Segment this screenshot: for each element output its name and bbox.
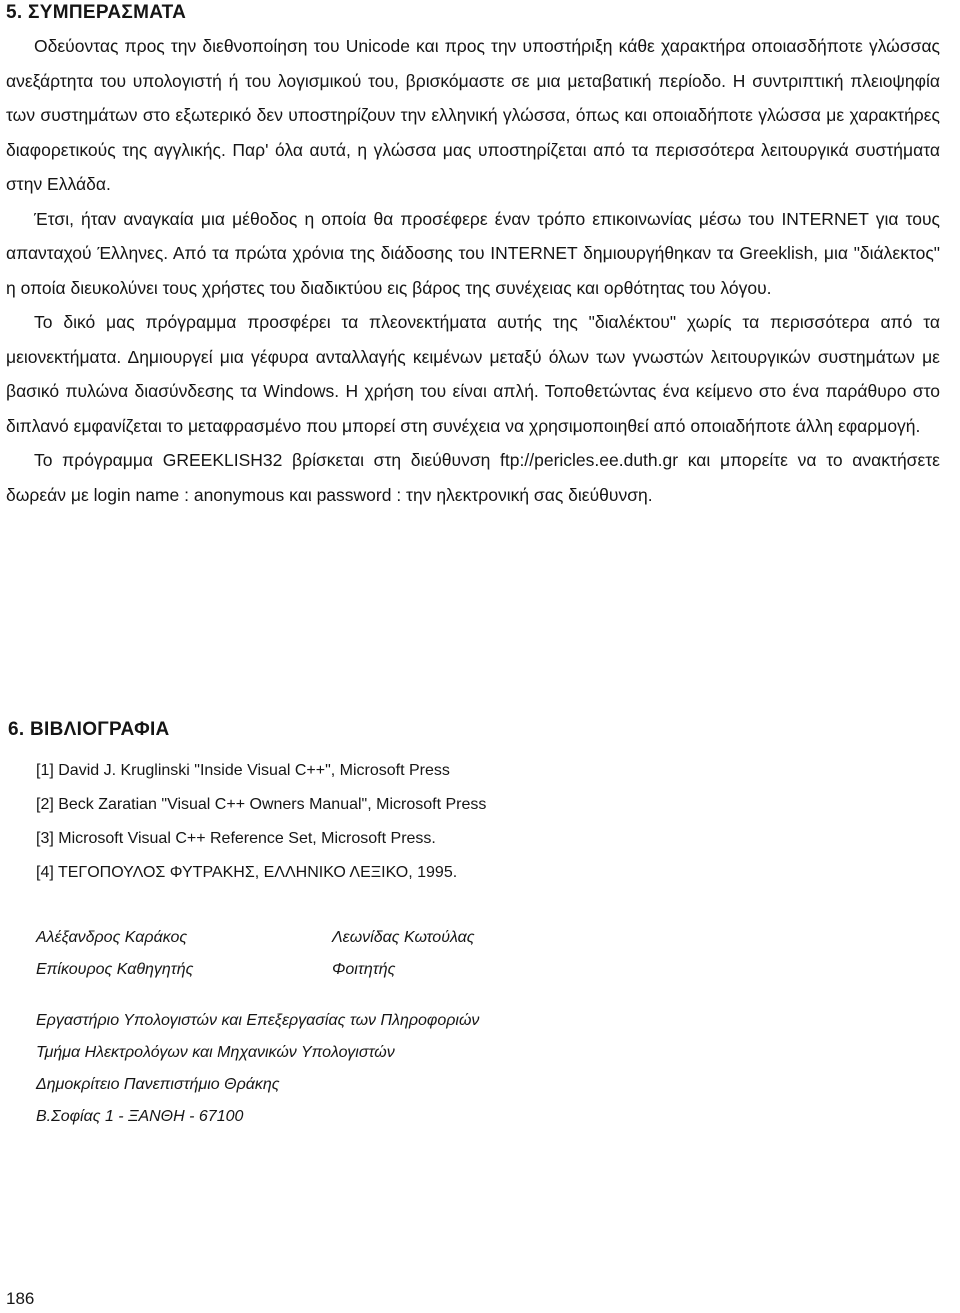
author-signature-2: [332, 922, 475, 986]
reference-list: [36, 754, 486, 890]
reference-item: [3] Microsoft Visual C++ Reference Set, Microsoft Press.: [36, 830, 436, 847]
reference-item: [2] Beck Zaratian "Visual C++ Owners Manual", Microsoft Press: [36, 796, 487, 813]
author-name: Λεωνίδας Κωτούλας: [332, 929, 475, 946]
section-heading-conclusions: 5. ΣΥΜΠΕΡΑΣΜΑΤΑ: [6, 2, 187, 23]
reference-item: [1] David J. Kruglinski "Inside Visual C++", Microsoft Press: [36, 762, 450, 779]
affiliation-lab: Εργαστήριο Υπολογιστών και Επεξεργασίας των Πληροφοριών: [36, 1012, 480, 1029]
conclusion-body: [6, 29, 940, 512]
conclusion-paragraph-2: Έτσι, ήταν αναγκαία μια μέθοδος η οποία θα προσέφερε έναν τρόπο επικοινωνίας μέσω του INTERNET για τους απανταχού Έλληνες. Από τα πρώτα χρόνια της διάδοσης του INTERNET δημιουργήθηκαν τα Greeklish, μια "διάλεκτος" η οποία διευκολύνει τους χρήστες του διαδικτύου εις βάρος της συνέχειας και ορθότητας του λόγου.: [6, 208, 940, 298]
section-heading-bibliography: 6. ΒΙΒΛΙΟΓΡΑΦΙΑ: [8, 719, 170, 740]
affiliation-address: Β.Σοφίας 1 - ΞΑΝΘΗ - 67100: [36, 1108, 244, 1125]
reference-item: [4] ΤΕΓΟΠΟΥΛΟΣ ΦΥΤΡΑΚΗΣ, ΕΛΛΗΝΙΚΟ ΛΕΞΙΚΟ, 1995.: [36, 864, 458, 881]
author-name: Αλέξανδρος Καράκος: [36, 929, 188, 946]
conclusion-paragraph-4: Το πρόγραμμα GREEKLISH32 βρίσκεται στη διεύθυνση ftp://pericles.ee.duth.gr και μπορείτε να το ανακτήσετε δωρεάν με login name : anonymous και password : την ηλεκτρονική σας διεύθυνση.: [6, 450, 940, 505]
page-number: 186: [6, 1289, 35, 1308]
conclusion-paragraph-1: Οδεύοντας προς την διεθνοποίηση του Unicode και προς την υποστήριξη κάθε χαρακτήρα οποιασδήποτε γλώσσας ανεξάρτητα του υπολογιστή ή του λογισμικού του, βρισκόμαστε σε μια μεταβατική περίοδο. Η συντριπτική πλειοψηφία των συστημάτων στο εξωτερικό δεν υποστηρίζουν την ελληνική γλώσσα, όπως και οποιαδήποτε γλώσσα με χαρακτήρες διαφορετικούς της αγγλικής. Παρ' όλα αυτά, η γλώσσα μας υποστηρίζεται από τα περισσότερα λειτουργικά συστήματα στην Ελλάδα.: [6, 36, 940, 194]
author-title: Επίκουρος Καθηγητής: [36, 961, 194, 978]
author-title: Φοιτητής: [332, 961, 396, 978]
affiliation-university: Δημοκρίτειο Πανεπιστήμιο Θράκης: [36, 1076, 280, 1093]
author-signature-1: [36, 922, 193, 986]
affiliation-department: Τμήμα Ηλεκτρολόγων και Μηχανικών Υπολογιστών: [36, 1044, 395, 1061]
conclusion-paragraph-3: Το δικό μας πρόγραμμα προσφέρει τα πλεονεκτήματα αυτής της "διαλέκτου" χωρίς τα περισσότερα από τα μειονεκτήματα. Δημιουργεί μια γέφυρα ανταλλαγής κειμένων μεταξύ όλων των γνωστών λειτουργικών συστημάτων με βασικό πυλώνα διασύνδεσης τα Windows. Η χρήση του είναι απλή. Τοποθετώντας ένα κείμενο στο ένα παράθυρο στο διπλανό εμφανίζεται το μεταφρασμένο που μπορεί στη συνέχεια να χρησιμοποιηθεί από οποιαδήποτε άλλη εφαρμογή.: [6, 312, 940, 436]
affiliation-block: [36, 1005, 479, 1133]
